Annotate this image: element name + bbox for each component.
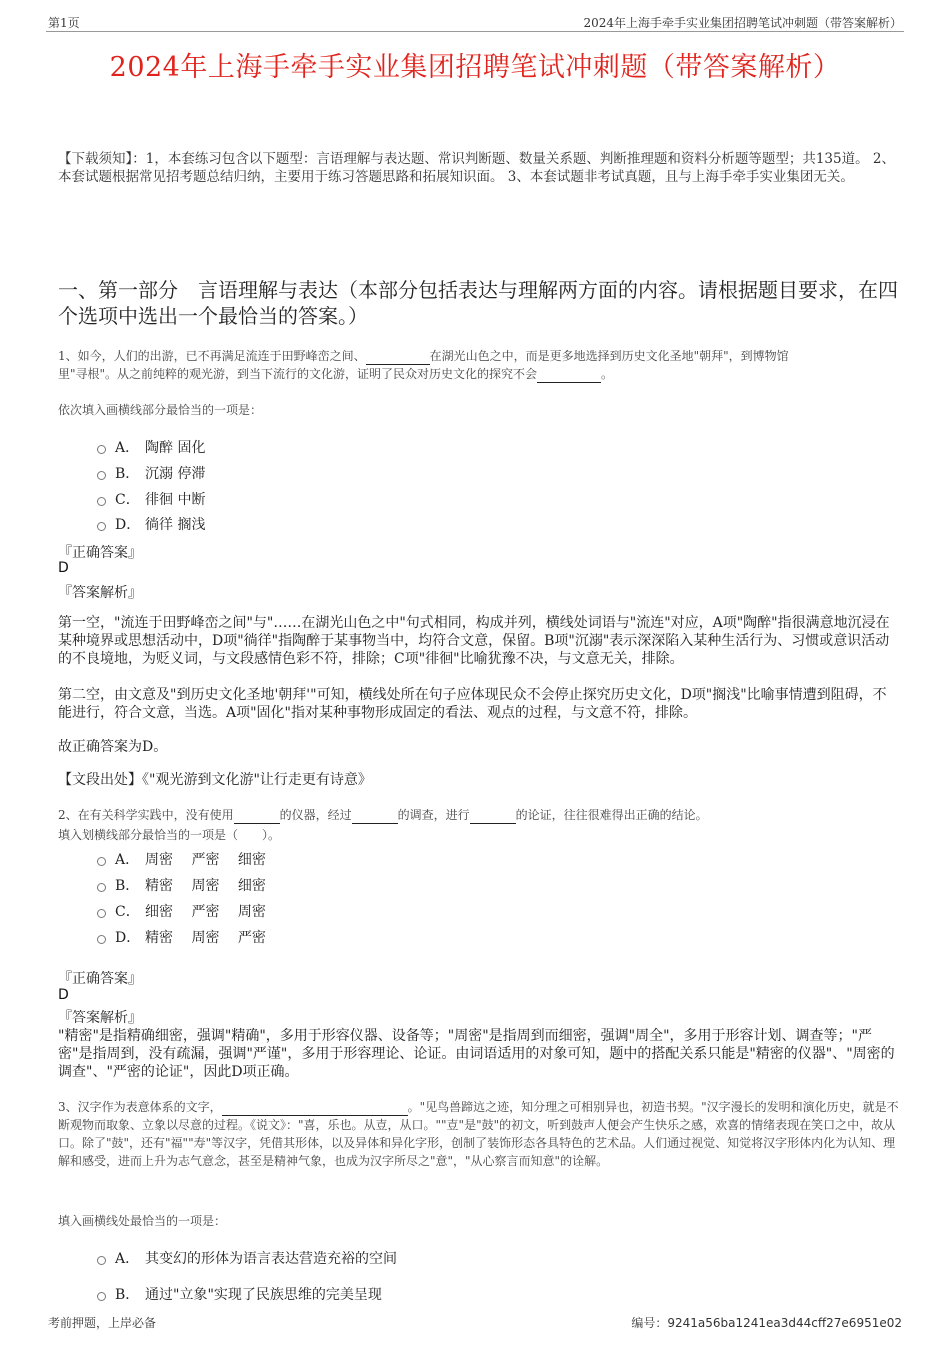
option-text: 精密 周密 严密 [145, 930, 266, 946]
option-text: 细密 严密 周密 [145, 904, 266, 920]
q1-stem-part: 。 [601, 367, 614, 381]
option-label: D． [115, 930, 141, 946]
q1-blank-2 [537, 382, 601, 383]
page-number: 第1页 [48, 16, 80, 30]
q2-stem-part: 的仪器，经过 [279, 808, 352, 822]
radio-icon[interactable] [97, 935, 106, 944]
radio-icon[interactable] [97, 445, 106, 454]
radio-icon[interactable] [97, 909, 106, 918]
q1-option-a[interactable] [97, 437, 205, 457]
q2-analysis-label: 『答案解析』 [58, 1010, 142, 1026]
option-label: A． [115, 440, 140, 456]
option-label: A． [115, 852, 140, 868]
option-label: B． [115, 878, 140, 894]
option-label: C． [115, 904, 140, 920]
q2-option-b[interactable] [97, 875, 266, 895]
q1-stem-part: 在湖光山色之中，而是更多地选择到历史文化圣地"朝拜"，到博物馆 [429, 349, 789, 363]
option-text: 通过"立象"实现了民族思维的完美呈现 [145, 1287, 382, 1303]
q2-blank-2 [352, 823, 398, 824]
header-doc-title: 2024年上海手牵手实业集团招聘笔试冲刺题（带答案解析） [583, 16, 902, 30]
footer-code-label: 编号： [631, 1316, 668, 1330]
footer-code [631, 1314, 902, 1331]
radio-icon[interactable] [97, 522, 106, 531]
q2-stem-part: 的调查，进行 [397, 808, 470, 822]
q1-option-d[interactable] [97, 514, 205, 534]
q2-blank-1 [234, 823, 280, 824]
q3-stem-part: 3、汉字作为表意体系的文字， [58, 1100, 222, 1114]
q3-prompt: 填入画横线处最恰当的一项是： [58, 1214, 227, 1228]
q3-stem-part: 。"见鸟兽蹄迒之迹，知分理之可相别异也，初造书契。"汉字漫长的发明和演化历史，就是不断观物而取象、立象以尽意的过程。《说文》："喜，乐也。从壴，从口。""壴"是"鼓"的初文，听到鼓声人便会产生快乐之感，欢喜的情绪表现在笑口之中，故从口。除了"鼓"，还有"福""寿"等汉字，凭借其形体，以及异体和异化字形，创制了装饰形态各具特色的艺术品。人们通过视觉、知觉将汉字形体内化为认知、理解和感受，进而上升为志气意念，甚至是精神气象，也成为汉字所尽之"意"，"从心察言而知意"的诠解。 [58, 1100, 899, 1168]
q3-stem [58, 1098, 900, 1170]
option-text: 其变幻的形体为语言表达营造充裕的空间 [145, 1251, 397, 1267]
q2-option-a[interactable] [97, 849, 266, 869]
q2-option-c[interactable] [97, 901, 266, 921]
q3-blank [222, 1115, 408, 1116]
radio-icon[interactable] [97, 1292, 106, 1301]
header-divider [46, 31, 904, 32]
q1-analysis-label: 『答案解析』 [58, 585, 142, 601]
option-label: B． [115, 466, 140, 482]
q1-analysis-3: 故正确答案为D。 [58, 739, 168, 755]
q1-answer-label: 『正确答案』 [58, 545, 142, 561]
footer-code-value: 9241a56ba1241ea3d44cff27e6951e02 [667, 1316, 902, 1330]
q1-option-b[interactable] [97, 463, 205, 483]
q2-prompt: 填入划横线部分最恰当的一项是（ ）。 [58, 828, 281, 842]
q3-option-a[interactable] [97, 1248, 397, 1268]
option-text: 陶醉 固化 [145, 440, 206, 456]
option-text: 徜徉 搁浅 [145, 517, 206, 533]
option-text: 周密 严密 细密 [145, 852, 266, 868]
q1-stem [58, 347, 900, 383]
option-text: 徘徊 中断 [145, 492, 206, 508]
q2-answer-label: 『正确答案』 [58, 971, 142, 987]
q1-answer: D [58, 560, 69, 576]
q2-stem-part: 的论证，往往很难得出正确的结论。 [515, 808, 708, 822]
q1-source: 【文段出处】《"观光游到文化游"让行走更有诗意》 [58, 772, 372, 788]
option-label: B． [115, 1287, 140, 1303]
radio-icon[interactable] [97, 883, 106, 892]
q2-option-d[interactable] [97, 927, 266, 947]
q1-analysis-2: 第二空，由文意及"到历史文化圣地'朝拜'"可知，横线处所在句子应体现民众不会停止探究历史文化，D项"搁浅"比喻事情遭到阻碍，不能进行，符合文意，当选。A项"固化"指对某种事物形成固定的看法、观点的过程，与文意不符，排除。 [58, 687, 887, 721]
q2-analysis: "精密"是指精确细密，强调"精确"，多用于形容仪器、设备等；"周密"是指周到而细密，强调"周全"，多用于形容计划、调查等；"严密"是指周到，没有疏漏，强调"严谨"，多用于形容理论、论证。由词语适用的对象可知，题中的搭配关系只能是"精密的仪器"、"周密的调查"、"严密的论证"，因此D项正确。 [58, 1028, 895, 1080]
radio-icon[interactable] [97, 471, 106, 480]
page-title: 2024年上海手牵手实业集团招聘笔试冲刺题（带答案解析） [109, 52, 841, 83]
option-text: 沉溺 停滞 [145, 466, 206, 482]
option-label: D． [115, 517, 141, 533]
q1-prompt: 依次填入画横线部分最恰当的一项是： [58, 403, 263, 417]
radio-icon[interactable] [97, 857, 106, 866]
q1-stem-part: 1、如今，人们的出游，已不再满足流连于田野峰峦之间、 [58, 349, 366, 363]
section-heading: 一、第一部分 言语理解与表达（本部分包括表达与理解两方面的内容。请根据题目要求，在四个选项中选出一个最恰当的答案。） [58, 278, 898, 328]
option-label: C． [115, 492, 140, 508]
radio-icon[interactable] [97, 1256, 106, 1265]
q1-stem-part: 里"寻根"。从之前纯粹的观光游，到当下流行的文化游，证明了民众对历史文化的探究不会 [58, 367, 538, 381]
radio-icon[interactable] [97, 497, 106, 506]
q3-option-b[interactable] [97, 1284, 382, 1304]
q1-blank-1 [366, 364, 430, 365]
footer-slogan: 考前押题，上岸必备 [48, 1316, 157, 1330]
download-notice: 【下载须知】：1，本套练习包含以下题型：言语理解与表达题、常识判断题、数量关系题、判断推理题和资料分析题等题型；共135道。 2、本套试题根据常见招考题总结归纳，主要用于练习答题思路和拓展知识面。 3、本套试题非考试真题，且与上海手牵手实业集团无关。 [58, 151, 895, 185]
q1-option-c[interactable] [97, 489, 205, 509]
q2-blank-3 [470, 823, 516, 824]
option-label: A． [115, 1251, 140, 1267]
option-text: 精密 周密 细密 [145, 878, 266, 894]
q2-answer: D [58, 987, 69, 1003]
q2-stem-part: 2、在有关科学实践中，没有使用 [58, 808, 234, 822]
q1-analysis-1: 第一空，"流连于田野峰峦之间"与"……在湖光山色之中"句式相同，构成并列，横线处词语与"流连"对应，A项"陶醉"指很满意地沉浸在某种境界或思想活动中，D项"徜徉"指陶醉于某事物当中，均符合文意，保留。B项"沉溺"表示深深陷入某种生活行为、习惯或意识活动的不良境地，为贬义词，与文段感情色彩不符，排除；C项"徘徊"比喻犹豫不决，与文意无关，排除。 [58, 615, 890, 667]
q2-stem [58, 806, 900, 824]
